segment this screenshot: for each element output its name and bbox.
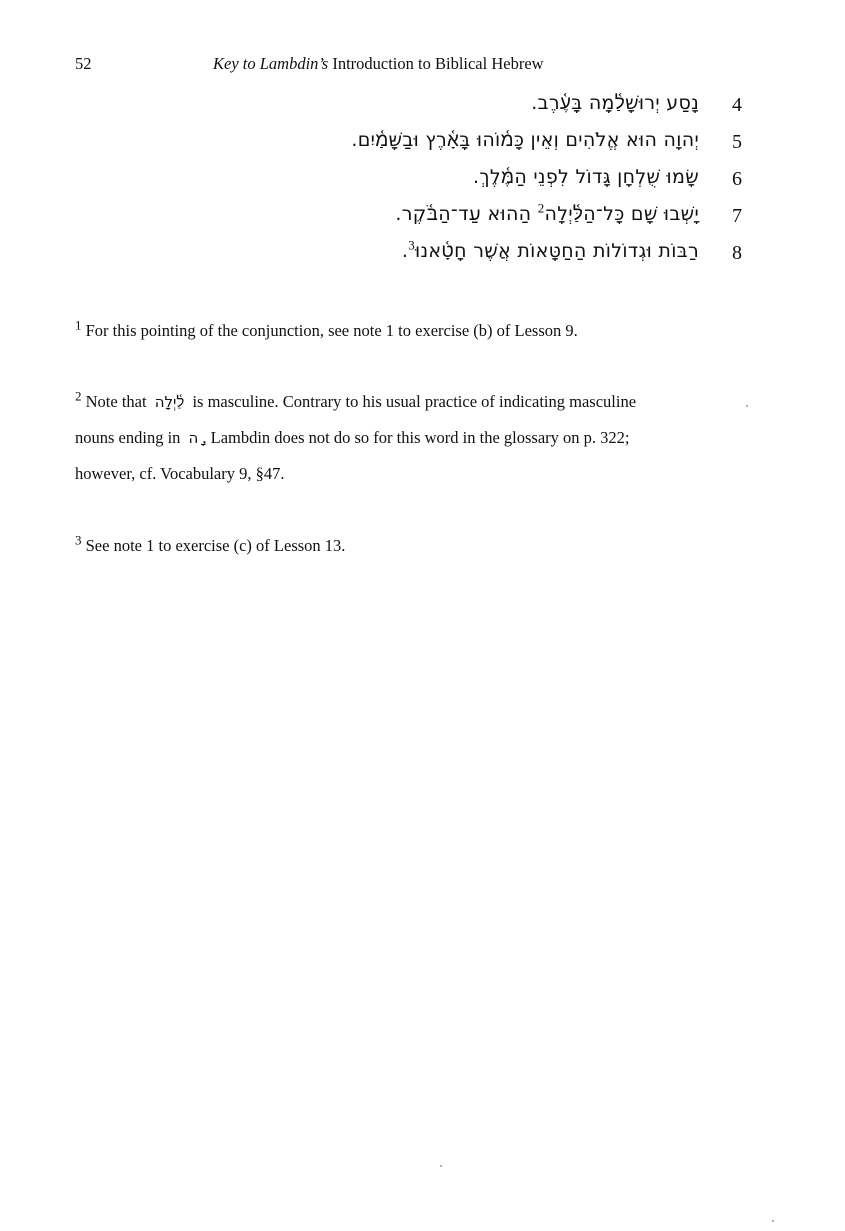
hebrew-text-part: רַבּוֹת וּגְדוֹלוֹת הַחַטָּאוֹת אֲשֶׁר חָטָ֫אנוּ [415,240,699,262]
scan-speck [746,405,748,407]
line-number: 4 [732,94,742,116]
hebrew-text: יְהוָה הוּא אֱלֹהִים וְאֵין כָּמ֫וֹהוּ בָּאָ֫רֶץ וּבַשָּׁמַ֫יִם. [351,129,699,151]
hebrew-text [401,237,699,263]
hebrew-text-part: יָשְׁבוּ שָׁם כָּל־הַלַּ֫יְלָה [544,203,699,225]
footnote-text: however, cf. Vocabulary 9, §47. [75,464,285,483]
hebrew-ending: ָה [188,429,199,447]
footnote-text: , Lambdin does not do so for this word in the glossary on p. 322; [202,428,630,447]
footnote-marker-2: 2 [537,200,545,216]
footnote-number: 2 [75,388,82,404]
hebrew-text-part: הַהוּא עַד־הַבֹּ֫קֶר. [395,203,538,225]
footnote-text: nouns ending in [75,428,185,447]
hebrew-line-6 [473,166,742,202]
footnote-1 [75,313,715,349]
hebrew-text [395,200,699,226]
line-number: 6 [732,168,742,190]
running-title-rest: Introduction to Biblical Hebrew [328,54,544,73]
hebrew-line-8 [401,237,742,276]
line-number: 7 [732,205,742,227]
hebrew-line-4 [531,92,742,128]
running-header [75,54,595,76]
footnote-text: is masculine. Contrary to his usual practice of indicating masculine [188,392,637,411]
footnote-text: Note that [81,392,151,411]
hebrew-text: שָׂמוּ שֻׁלְחָן גָּדוֹל לִפְנֵי הַמֶּ֫לֶךְ. [473,166,699,188]
running-title-italic: Key to Lambdin’s [213,54,329,73]
running-title [213,54,544,74]
scan-speck [772,1220,774,1222]
hebrew-text: נָסַע יְרוּשָׁלַ֫מָה בָּעֶ֫רֶב. [531,92,699,114]
page-number: 52 [75,54,92,73]
line-number: 5 [732,131,742,153]
hebrew-line-7 [395,200,742,239]
hebrew-line-5 [351,129,742,165]
footnote-text: See note 1 to exercise (c) of Lesson 13. [81,536,346,555]
footnote-2 [75,384,715,492]
footnote-3 [75,528,715,564]
hebrew-word: לַ֫יְלָה [154,393,185,411]
hebrew-text-part: . [401,240,409,262]
footnote-number: 1 [75,317,82,333]
footnote-marker-3: 3 [408,237,416,253]
scan-speck [440,1165,442,1167]
footnote-text: For this pointing of the conjunction, see note 1 to exercise (b) of Lesson 9. [81,321,578,340]
line-number: 8 [732,242,742,264]
footnote-number: 3 [75,532,82,548]
